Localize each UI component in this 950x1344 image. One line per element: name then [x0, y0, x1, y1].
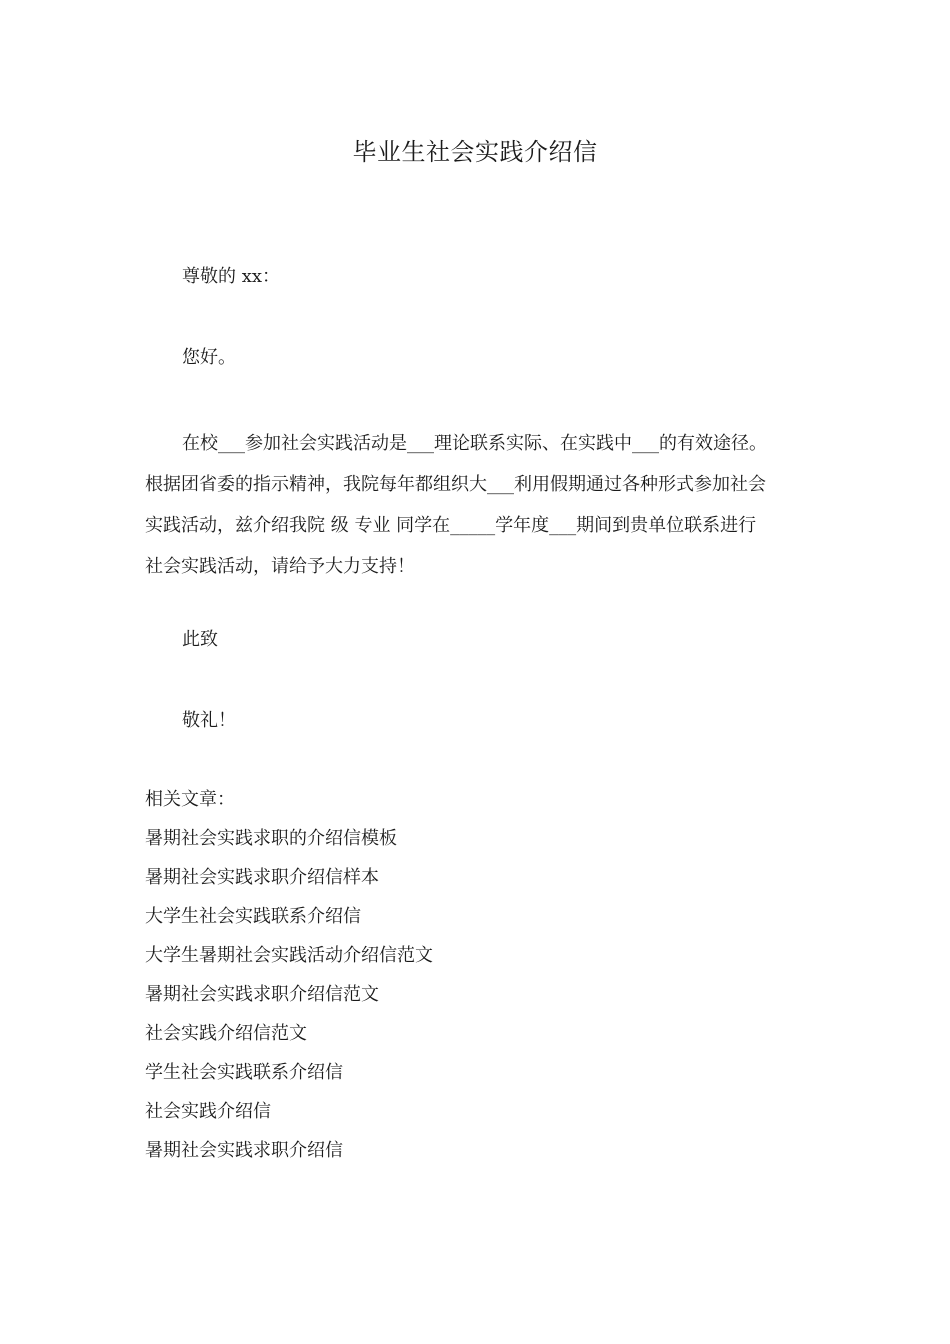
related-list: [145, 825, 807, 1176]
related-link[interactable]: 暑期社会实践求职介绍信: [145, 1140, 343, 1161]
related-heading: 相关文章：: [145, 789, 235, 810]
related-link[interactable]: 暑期社会实践求职介绍信样本: [145, 867, 379, 888]
salutation: 尊敬的 xx：: [182, 266, 281, 287]
closing-jing-li: 敬礼！: [182, 710, 236, 731]
related-articles: [145, 786, 807, 1176]
related-link[interactable]: 学生社会实践联系介绍信: [145, 1062, 343, 1083]
related-link[interactable]: 社会实践介绍信范文: [145, 1023, 307, 1044]
related-link[interactable]: 大学生社会实践联系介绍信: [145, 906, 361, 927]
body-line: 社会实践活动，请给予大力支持！: [145, 556, 415, 577]
body-line: 实践活动，兹介绍我院 级 专业 同学在_____学年度___期间到贵单位联系进行: [145, 515, 757, 536]
related-link[interactable]: 暑期社会实践求职介绍信范文: [145, 984, 379, 1005]
greeting: 您好。: [182, 347, 236, 368]
body-paragraph: [145, 423, 807, 587]
document-title: 毕业生社会实践介绍信: [352, 138, 598, 166]
body-line: 根据团省委的指示精神，我院每年都组织大___利用假期通过各种形式参加社会: [145, 474, 766, 495]
related-link[interactable]: 大学生暑期社会实践活动介绍信范文: [145, 945, 433, 966]
related-link[interactable]: 社会实践介绍信: [145, 1101, 271, 1122]
body-line: 在校___参加社会实践活动是___理论联系实际、在实践中___的有效途径。: [182, 433, 767, 454]
closing-ci-zhi: 此致: [182, 629, 218, 650]
related-link[interactable]: 暑期社会实践求职的介绍信模板: [145, 828, 397, 849]
